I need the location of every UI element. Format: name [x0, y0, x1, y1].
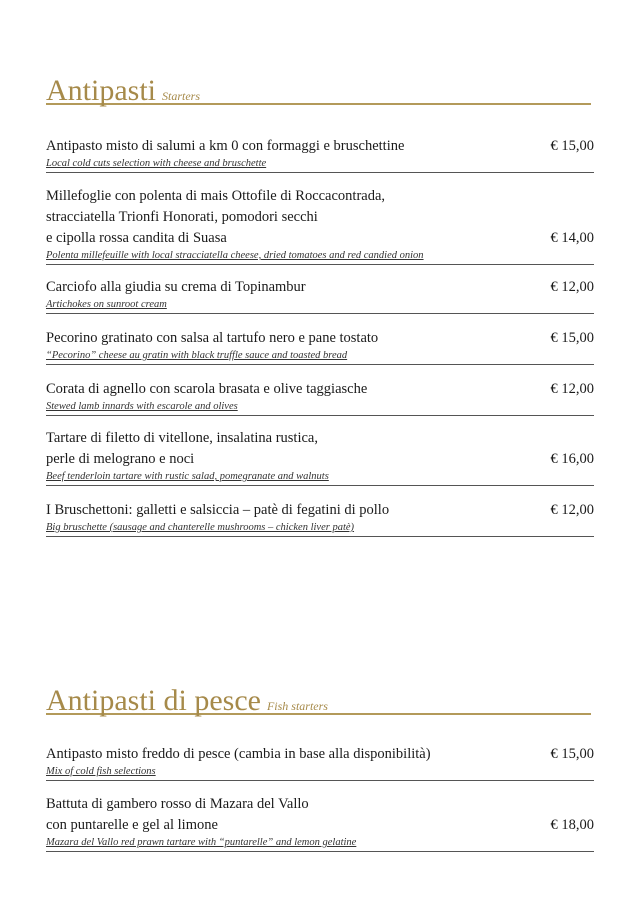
section-title [46, 76, 200, 106]
section-title-text: Antipasti [46, 74, 156, 107]
menu-item [46, 379, 594, 416]
item-description: Mix of cold fish selections [46, 766, 156, 777]
item-name: Antipasto misto di salumi a km 0 con formaggi e bruschettine [46, 138, 405, 154]
item-description: Big bruschette (sausage and chanterelle mushrooms – chicken liver patè) [46, 522, 355, 533]
item-description: “Pecorino” cheese au gratin with black truffle sauce and toasted bread [46, 350, 348, 361]
item-price: € 12,00 [550, 381, 594, 397]
section-antipasti-di-pesce [46, 677, 594, 715]
item-description: Mazara del Vallo red prawn tartare with “puntarelle” and lemon gelatine [46, 837, 357, 848]
section-title [46, 686, 328, 716]
item-description: Polenta millefeuille with local stracciatella cheese, dried tomatoes and red candied onion [46, 250, 424, 261]
item-name-line: e cipolla rossa candita di Suasa [46, 230, 227, 246]
item-name: Pecorino gratinato con salsa al tartufo nero e pane tostato [46, 330, 379, 346]
item-description: Stewed lamb innards with escarole and olives [46, 401, 238, 412]
section-subtitle: Fish starters [266, 699, 328, 713]
item-price: € 15,00 [550, 138, 594, 154]
section-subtitle: Starters [162, 89, 201, 103]
item-price: € 12,00 [550, 502, 594, 518]
item-name: I Bruschettoni: galletti e salsiccia – patè di fegatini di pollo [46, 502, 390, 518]
menu-item [46, 500, 594, 537]
item-price: € 16,00 [550, 451, 594, 467]
item-description: Local cold cuts selection with cheese and bruschette [46, 158, 267, 169]
item-name-line: stracciatella Trionfi Honorati, pomodori secchi [46, 209, 318, 225]
item-description: Beef tenderloin tartare with rustic salad, pomegranate and walnuts [46, 471, 329, 482]
menu-item [46, 428, 594, 486]
item-name: Antipasto misto freddo di pesce (cambia in base alla disponibilità) [46, 746, 431, 762]
item-name: Corata di agnello con scarola brasata e olive taggiasche [46, 381, 368, 397]
item-price: € 12,00 [550, 279, 594, 295]
menu-item [46, 794, 594, 852]
menu-item [46, 277, 594, 314]
menu-item [46, 186, 594, 265]
item-description: Artichokes on sunroot cream [46, 299, 167, 310]
item-name-line: Battuta di gambero rosso di Mazara del Vallo [46, 796, 309, 812]
menu-item [46, 136, 594, 173]
item-name-line: Tartare di filetto di vitellone, insalatina rustica, [46, 430, 318, 446]
item-price: € 14,00 [550, 230, 594, 246]
item-name-line: perle di melograno e noci [46, 451, 195, 467]
section-antipasti [46, 67, 594, 105]
item-name: Carciofo alla giudia su crema di Topinambur [46, 279, 306, 295]
item-name-line: con puntarelle e gel al limone [46, 817, 218, 833]
section-header [46, 677, 591, 715]
menu-item [46, 744, 594, 781]
item-name-line: Millefoglie con polenta di mais Ottofile di Roccacontrada, [46, 188, 386, 204]
item-price: € 15,00 [550, 330, 594, 346]
item-price: € 18,00 [550, 817, 594, 833]
section-header [46, 67, 591, 105]
menu-item [46, 328, 594, 365]
section-title-text: Antipasti di pesce [46, 684, 261, 717]
item-price: € 15,00 [550, 746, 594, 762]
